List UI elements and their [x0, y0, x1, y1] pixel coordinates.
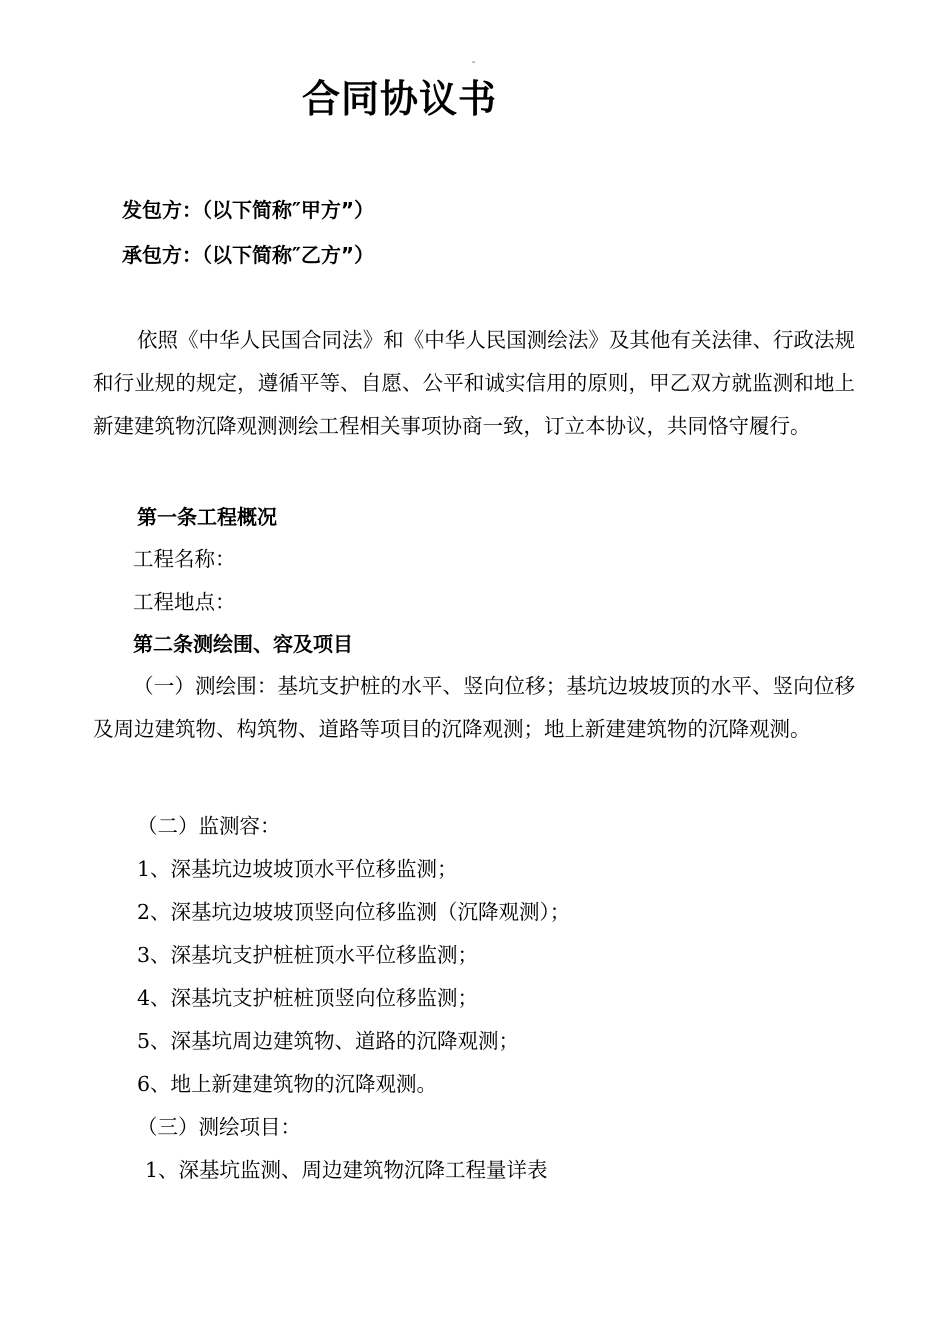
project-location-label: 工程地点： [133, 590, 236, 614]
content-heading: （二）监测容： [137, 814, 281, 838]
contractor-line: 承包方：（以下简称″乙方”） [122, 243, 375, 267]
project-item: 1、深基坑监测、周边建筑物沉降工程量详表 [145, 1158, 548, 1182]
scope-paragraph [93, 665, 855, 751]
intro-paragraph [93, 319, 855, 448]
list-item: 5、深基坑周边建筑物、道路的沉降观测； [137, 1029, 520, 1053]
list-item: 4、深基坑支护桩桩顶竖向位移监测； [137, 986, 479, 1010]
list-item: 2、深基坑边坡坡顶竖向位移监测（沉降观测）； [137, 900, 571, 924]
article1-heading: 第一条工程概况 [137, 505, 277, 529]
project-name-label: 工程名称： [133, 547, 236, 571]
intro-text: 依照《中华人民国合同法》和《中华人民国测绘法》及其他有关法律、行政法规和行业规的规定，遵循平等、自愿、公平和诚实信用的原则，甲乙双方就监测和地上新建建筑物沉降观测测绘工程相关事项协商一致，订立本协议，共同恪守履行。 [93, 328, 855, 438]
project-heading: （三）测绘项目： [137, 1115, 301, 1139]
article2-heading: 第二条测绘围、容及项目 [133, 632, 353, 656]
list-item: 1、深基坑边坡坡顶水平位移监测； [137, 857, 458, 881]
employer-line: 发包方：（以下简称″甲方”） [122, 198, 375, 222]
scope-text: （一）测绘围：基坑支护桩的水平、竖向位移；基坑边坡坡顶的水平、竖向位移及周边建筑物、构筑物、道路等项目的沉降观测；地上新建建筑物的沉降观测。 [93, 674, 855, 741]
header-mark: - [472, 57, 476, 68]
document-title: 合同协议书 [302, 77, 498, 121]
list-item: 6、地上新建建筑物的沉降观测。 [137, 1072, 438, 1096]
list-item: 3、深基坑支护桩桩顶水平位移监测； [137, 943, 479, 967]
